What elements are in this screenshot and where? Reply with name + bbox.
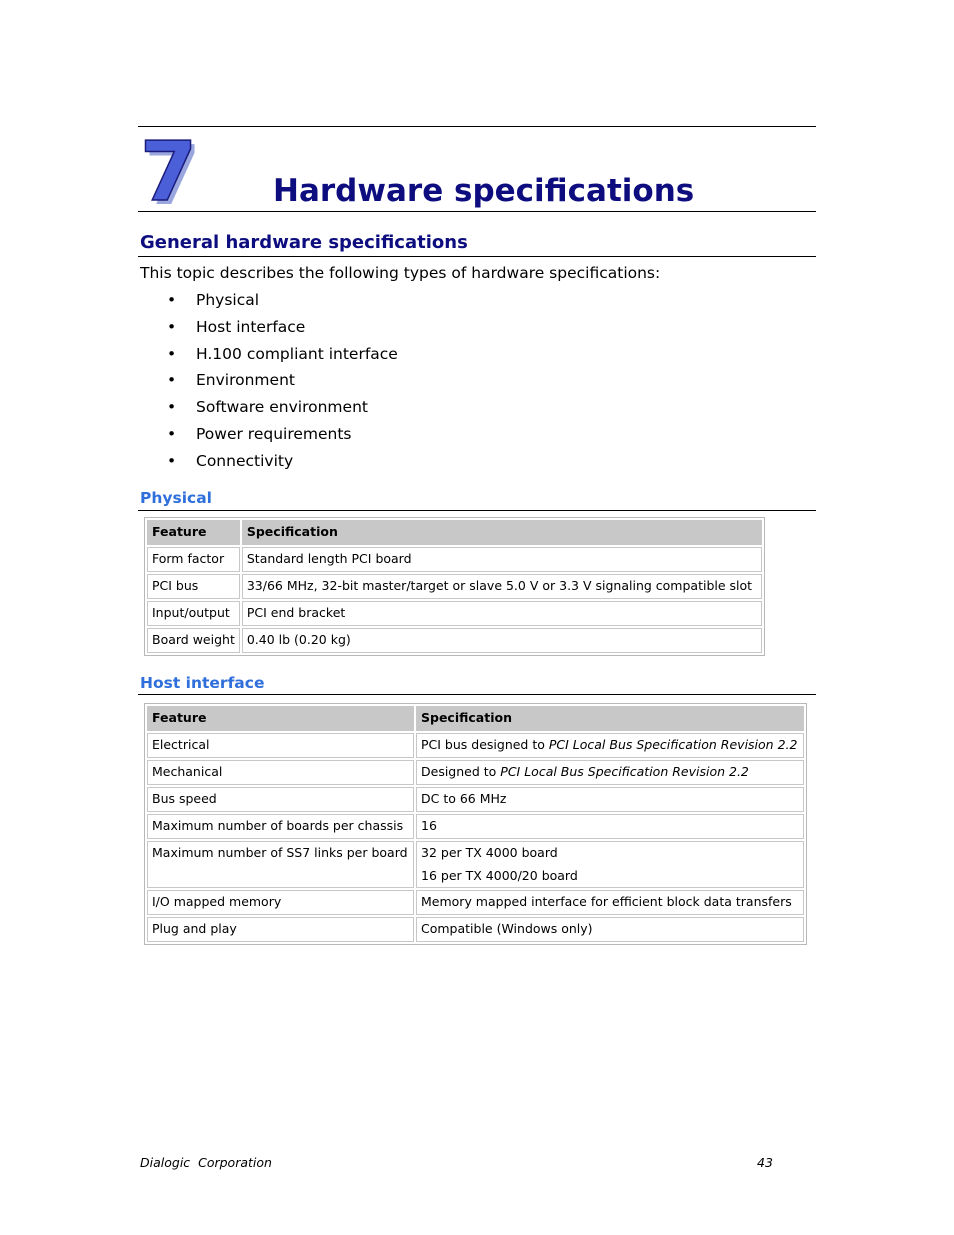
list-item: • Host interface [167, 317, 306, 336]
table-row [147, 760, 804, 785]
spec-cell: DC to 66 MHz [416, 787, 804, 812]
physical-rule [138, 510, 816, 511]
list-item: • Power requirements [167, 424, 352, 443]
column-header-specification: Specification [242, 520, 762, 545]
spec-cell: Memory mapped interface for efficient block data transfers [416, 890, 804, 915]
table-row [147, 787, 804, 812]
bullet-icon: • [167, 317, 177, 336]
table-row [147, 547, 762, 572]
footer-company: Dialogic Corporation [140, 1155, 272, 1170]
list-item: • Connectivity [167, 451, 294, 470]
column-header-feature: Feature [147, 706, 414, 731]
table-header-row [147, 520, 762, 545]
title-rule [138, 211, 816, 212]
feature-cell: Input/output [147, 601, 240, 626]
table-row [147, 601, 762, 626]
table-row [147, 814, 804, 839]
bullet-icon: • [167, 344, 177, 363]
table-header-row [147, 706, 804, 731]
spec-cell: 0.40 lb (0.20 kg) [242, 628, 762, 653]
spec-cell: 16 [416, 814, 804, 839]
spec-cell: PCI bus designed to PCI Local Bus Specification Revision 2.2 [416, 733, 804, 758]
table-row [147, 628, 762, 653]
physical-table [144, 517, 765, 656]
feature-cell: Bus speed [147, 787, 414, 812]
feature-cell: PCI bus [147, 574, 240, 599]
bullet-icon: • [167, 398, 177, 417]
column-header-specification: Specification [416, 706, 804, 731]
feature-cell: Mechanical [147, 760, 414, 785]
list-item: • Environment [167, 371, 295, 390]
table-row [147, 917, 804, 942]
host-interface-heading: Host interface [140, 674, 265, 692]
list-item: • H.100 compliant interface [167, 344, 398, 363]
feature-cell: Electrical [147, 733, 414, 758]
section-rule [138, 256, 816, 257]
footer-page-number: 43 [757, 1155, 773, 1170]
feature-cell: Plug and play [147, 917, 414, 942]
list-item: • Software environment [167, 398, 368, 417]
host-interface-rule [138, 694, 816, 695]
spec-cell: Designed to PCI Local Bus Specification Revision 2.2 [416, 760, 804, 785]
intro-text: This topic describes the following types of hardware specifications: [140, 264, 661, 282]
physical-heading: Physical [140, 489, 212, 507]
section-heading: General hardware specifications [140, 232, 468, 253]
spec-types-list [140, 290, 398, 478]
spec-cell: 32 per TX 4000 board 16 per TX 4000/20 board [416, 841, 804, 888]
table-row [147, 574, 762, 599]
feature-cell: Board weight [147, 628, 240, 653]
top-rule [138, 126, 816, 127]
list-item: • Physical [167, 291, 260, 309]
bullet-icon: • [167, 371, 177, 390]
bullet-icon: • [167, 291, 177, 309]
chapter-number: 7 [140, 125, 198, 220]
bullet-icon: • [167, 451, 177, 470]
feature-cell: Form factor [147, 547, 240, 572]
chapter-title: Hardware specifications [273, 173, 695, 209]
feature-cell: Maximum number of boards per chassis [147, 814, 414, 839]
table-row [147, 890, 804, 915]
spec-cell: PCI end bracket [242, 601, 762, 626]
spec-cell: Standard length PCI board [242, 547, 762, 572]
table-row [147, 841, 804, 888]
spec-cell: Compatible (Windows only) [416, 917, 804, 942]
host-interface-table [144, 703, 807, 945]
feature-cell: Maximum number of SS7 links per board [147, 841, 414, 888]
bullet-icon: • [167, 424, 177, 443]
column-header-feature: Feature [147, 520, 240, 545]
feature-cell: I/O mapped memory [147, 890, 414, 915]
spec-cell: 33/66 MHz, 32-bit master/target or slave 5.0 V or 3.3 V signaling compatible slot [242, 574, 762, 599]
table-row [147, 733, 804, 758]
